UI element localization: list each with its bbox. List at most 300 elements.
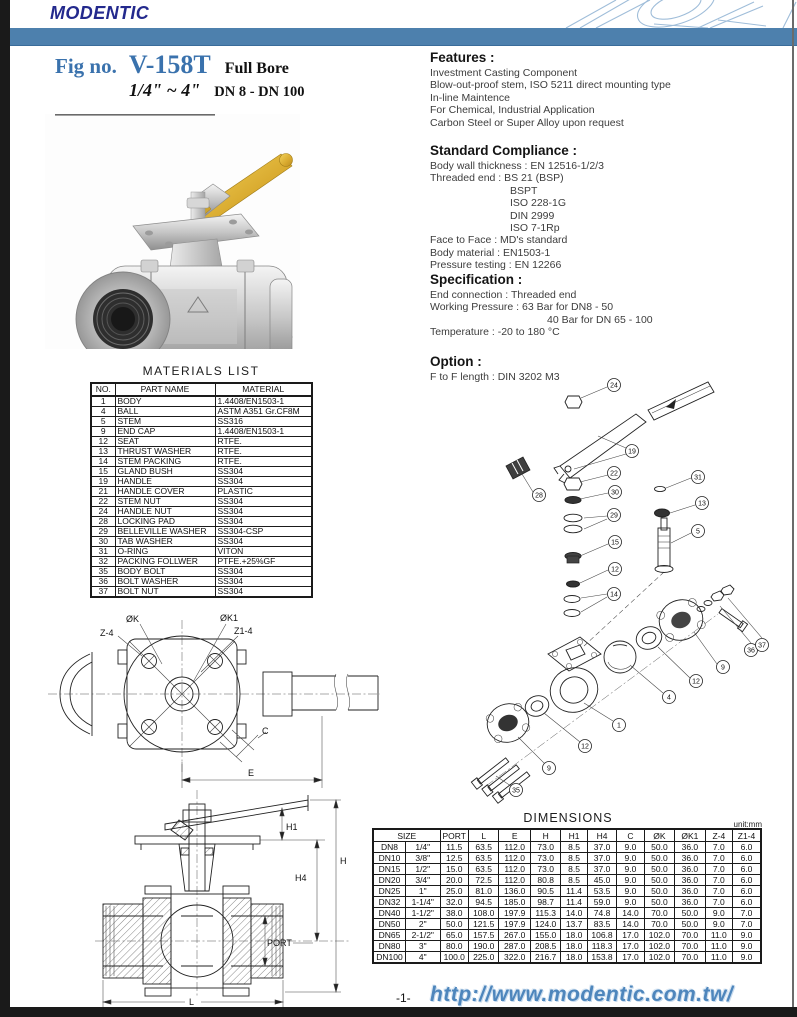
- table-cell: 7.0: [733, 908, 761, 919]
- table-cell: 37.0: [587, 853, 616, 864]
- table-cell: 83.5: [587, 919, 616, 930]
- part-number: 22: [610, 470, 618, 478]
- bore-type: Full Bore: [224, 60, 289, 77]
- table-row: [91, 396, 312, 407]
- column-header: H: [530, 829, 560, 842]
- text-line: DIN 2999: [510, 209, 555, 222]
- table-cell: 6.0: [733, 853, 761, 864]
- table-cell: 21: [91, 487, 115, 497]
- table-cell: 4: [91, 407, 115, 417]
- table-cell: 11.0: [705, 930, 732, 941]
- table-cell: 6.0: [733, 886, 761, 897]
- part-number: 12: [581, 743, 589, 751]
- table-cell: DN80: [373, 941, 406, 952]
- table-cell: SS304: [215, 537, 312, 547]
- table-cell: 8.5: [561, 842, 587, 853]
- section-drawing: [95, 786, 385, 1014]
- dimensions-block: [372, 811, 764, 964]
- column-header: H1: [561, 829, 587, 842]
- table-row: [91, 527, 312, 537]
- table-cell: DN20: [373, 875, 406, 886]
- materials-list: [90, 364, 312, 598]
- column-header: PORT: [440, 829, 468, 842]
- table-cell: 6.0: [733, 864, 761, 875]
- table-cell: 19: [91, 477, 115, 487]
- part-number: 36: [747, 647, 755, 655]
- table-cell: 155.0: [530, 930, 560, 941]
- table-cell: 14.0: [561, 908, 587, 919]
- table-cell: 70.0: [644, 908, 674, 919]
- table-cell: 50.0: [644, 886, 674, 897]
- table-cell: 81.0: [468, 886, 498, 897]
- table-cell: STEM PACKING: [115, 457, 215, 467]
- table-cell: DN50: [373, 919, 406, 930]
- table-cell: 6.0: [733, 842, 761, 853]
- text-line: End connection : Threaded end: [430, 289, 577, 301]
- dim-label-ok: ØK: [126, 614, 140, 624]
- table-cell: BODY: [115, 396, 215, 407]
- table-row: [373, 864, 761, 875]
- table-cell: 11.4: [561, 897, 587, 908]
- table-cell: 74.8: [587, 908, 616, 919]
- table-row: [91, 497, 312, 507]
- table-row: [373, 952, 761, 964]
- table-cell: BALL: [115, 407, 215, 417]
- table-cell: 70.0: [675, 952, 705, 964]
- table-cell: 37: [91, 587, 115, 598]
- table-cell: 4": [406, 952, 441, 964]
- text-line: Temperature : -20 to 180 °C: [430, 326, 560, 339]
- table-cell: STEM: [115, 417, 215, 427]
- website-link[interactable]: http://www.modentic.com.tw/: [430, 983, 734, 1006]
- table-cell: DN10: [373, 853, 406, 864]
- materials-list-title: MATERIALS LIST: [142, 364, 260, 378]
- table-cell: DN40: [373, 908, 406, 919]
- table-cell: 124.0: [530, 919, 560, 930]
- table-cell: 11.5: [440, 842, 468, 853]
- exploded-view-drawing: [468, 366, 795, 808]
- table-cell: 14.0: [617, 919, 644, 930]
- table-row: [91, 467, 312, 477]
- table-cell: 14.0: [617, 908, 644, 919]
- table-header-row: [91, 383, 312, 396]
- table-cell: RTFE.: [215, 447, 312, 457]
- table-cell: 73.0: [530, 842, 560, 853]
- section-body: [430, 289, 786, 339]
- table-cell: 50.0: [644, 864, 674, 875]
- table-cell: 63.5: [468, 853, 498, 864]
- table-cell: 70.0: [644, 919, 674, 930]
- dimensions-title: DIMENSIONS: [523, 811, 613, 825]
- part-number: 13: [698, 500, 706, 508]
- table-cell: 9.0: [733, 941, 761, 952]
- column-header: SIZE: [373, 829, 440, 842]
- table-cell: 1/4": [406, 842, 441, 853]
- column-header: ØK1: [675, 829, 705, 842]
- table-cell: 112.0: [499, 842, 530, 853]
- table-cell: 7.0: [705, 842, 732, 853]
- table-cell: VITON: [215, 547, 312, 557]
- table-cell: 7.0: [705, 864, 732, 875]
- section-title: Standard Compliance :: [430, 143, 578, 158]
- table-row: [91, 547, 312, 557]
- table-row: [91, 567, 312, 577]
- table-cell: 9.0: [705, 919, 732, 930]
- table-row: [91, 487, 312, 497]
- column-header: ØK: [644, 829, 674, 842]
- table-cell: 2": [406, 919, 441, 930]
- table-cell: 102.0: [644, 941, 674, 952]
- section-standard-compliance: [430, 143, 786, 272]
- text-line: Body material : EN1503-1: [430, 246, 551, 259]
- table-cell: 50.0: [675, 919, 705, 930]
- table-cell: DN8: [373, 842, 406, 853]
- figure-heading: [55, 50, 405, 101]
- table-cell: 1": [406, 886, 441, 897]
- table-cell: 9.0: [617, 886, 644, 897]
- section-title: Specification :: [430, 272, 523, 287]
- dim-label-h4: H4: [295, 873, 307, 883]
- table-row: [373, 853, 761, 864]
- table-cell: 50.0: [440, 919, 468, 930]
- table-cell: 73.0: [530, 864, 560, 875]
- table-cell: 65.0: [440, 930, 468, 941]
- table-cell: DN32: [373, 897, 406, 908]
- dn-range: DN 8 - DN 100: [214, 84, 305, 100]
- text-line: Pressure testing : EN 12266: [430, 259, 562, 272]
- table-cell: 63.5: [468, 864, 498, 875]
- column-header: MATERIAL: [215, 383, 312, 396]
- table-row: [91, 537, 312, 547]
- table-cell: 17.0: [617, 952, 644, 964]
- column-header: NO.: [91, 383, 115, 396]
- table-cell: 36.0: [675, 864, 705, 875]
- table-cell: RTFE.: [215, 437, 312, 447]
- table-cell: 12: [91, 437, 115, 447]
- table-cell: 112.0: [499, 853, 530, 864]
- table-row: [373, 941, 761, 952]
- table-row: [91, 477, 312, 487]
- table-cell: 106.8: [587, 930, 616, 941]
- text-line: 40 Bar for DN 65 - 100: [547, 313, 653, 326]
- table-cell: GLAND BUSH: [115, 467, 215, 477]
- table-cell: 7.0: [705, 897, 732, 908]
- table-cell: 36.0: [675, 886, 705, 897]
- table-cell: 80.0: [440, 941, 468, 952]
- table-cell: 6.0: [733, 897, 761, 908]
- table-cell: 136.0: [499, 886, 530, 897]
- table-cell: 45.0: [587, 875, 616, 886]
- table-cell: 31: [91, 547, 115, 557]
- column-header: Z-4: [705, 829, 732, 842]
- table-cell: BODY BOLT: [115, 567, 215, 577]
- table-cell: 50.0: [644, 842, 674, 853]
- table-cell: 24: [91, 507, 115, 517]
- table-cell: DN100: [373, 952, 406, 964]
- table-cell: 36: [91, 577, 115, 587]
- table-cell: 7.0: [705, 886, 732, 897]
- dim-label-z4: Z-4: [100, 628, 114, 638]
- part-number: 9: [547, 765, 551, 773]
- size-range: 1/4" ~ 4": [129, 80, 201, 100]
- part-number: 35: [512, 787, 520, 795]
- part-number: 30: [611, 489, 619, 497]
- table-cell: STEM NUT: [115, 497, 215, 507]
- dim-label-h1: H1: [286, 822, 298, 832]
- table-cell: 22: [91, 497, 115, 507]
- part-number: 15: [611, 539, 619, 547]
- table-cell: 153.8: [587, 952, 616, 964]
- table-cell: ASTM A351 Gr.CF8M: [215, 407, 312, 417]
- table-cell: 9.0: [705, 908, 732, 919]
- table-cell: 6.0: [733, 875, 761, 886]
- section-body: [430, 67, 786, 129]
- table-cell: 7.0: [705, 853, 732, 864]
- table-row: [91, 407, 312, 417]
- section-specification: [430, 272, 786, 339]
- table-cell: 121.5: [468, 919, 498, 930]
- dim-label-e: E: [248, 768, 255, 778]
- table-cell: 1.4408/EN1503-1: [215, 396, 312, 407]
- part-number: 4: [667, 694, 671, 702]
- table-cell: 197.9: [499, 908, 530, 919]
- table-cell: TAB WASHER: [115, 537, 215, 547]
- table-cell: 50.0: [644, 875, 674, 886]
- table-cell: 72.5: [468, 875, 498, 886]
- table-cell: 190.0: [468, 941, 498, 952]
- table-cell: 11.4: [561, 886, 587, 897]
- table-cell: HANDLE NUT: [115, 507, 215, 517]
- dim-label-c: C: [262, 726, 269, 736]
- table-cell: 94.5: [468, 897, 498, 908]
- part-number: 37: [758, 642, 766, 650]
- table-cell: 98.7: [530, 897, 560, 908]
- text-line: Blow-out-proof stem, ISO 5211 direct mounting type: [430, 79, 671, 92]
- table-cell: SS304: [215, 517, 312, 527]
- table-cell: 225.0: [468, 952, 498, 964]
- table-cell: PTFE.+25%GF: [215, 557, 312, 567]
- text-line: Investment Casting Component: [430, 67, 578, 79]
- table-row: [91, 447, 312, 457]
- table-cell: 3/4": [406, 875, 441, 886]
- table-cell: 1-1/4": [406, 897, 441, 908]
- table-cell: 8.5: [561, 853, 587, 864]
- table-cell: SS304: [215, 577, 312, 587]
- table-cell: 1-1/2": [406, 908, 441, 919]
- table-cell: 9.0: [617, 842, 644, 853]
- table-cell: 90.5: [530, 886, 560, 897]
- part-number: 24: [610, 382, 618, 390]
- table-cell: 1/2": [406, 864, 441, 875]
- text-line: ISO 7-1Rp: [510, 222, 560, 235]
- table-cell: LOCKING PAD: [115, 517, 215, 527]
- table-row: [373, 875, 761, 886]
- table-cell: PACKING FOLLWER: [115, 557, 215, 567]
- table-cell: 108.0: [468, 908, 498, 919]
- part-number: 28: [535, 492, 543, 500]
- part-number: 19: [628, 448, 636, 456]
- text-line: Threaded end : BS 21 (BSP): [430, 172, 564, 185]
- text-line: Carbon Steel or Super Alloy upon request: [430, 116, 624, 129]
- table-cell: 28: [91, 517, 115, 527]
- table-cell: 37.0: [587, 864, 616, 875]
- table-cell: SEAT: [115, 437, 215, 447]
- table-cell: 11.0: [705, 952, 732, 964]
- table-cell: 50.0: [644, 853, 674, 864]
- page-bottom-edge: [0, 1007, 797, 1017]
- part-number: 29: [610, 512, 618, 520]
- table-cell: 38.0: [440, 908, 468, 919]
- table-cell: 70.0: [675, 930, 705, 941]
- table-cell: SS304: [215, 507, 312, 517]
- table-cell: 29: [91, 527, 115, 537]
- table-cell: 9.0: [733, 930, 761, 941]
- table-row: [373, 897, 761, 908]
- table-cell: 2-1/2": [406, 930, 441, 941]
- table-row: [91, 557, 312, 567]
- table-cell: 11.0: [705, 941, 732, 952]
- table-cell: 25.0: [440, 886, 468, 897]
- table-cell: 208.5: [530, 941, 560, 952]
- dimensions-table: [372, 828, 762, 964]
- column-header: L: [468, 829, 498, 842]
- table-cell: HANDLE COVER: [115, 487, 215, 497]
- table-row: [91, 517, 312, 527]
- table-cell: DN25: [373, 886, 406, 897]
- text-line: For Chemical, Industrial Application: [430, 104, 595, 117]
- table-cell: 9.0: [617, 853, 644, 864]
- table-cell: RTFE.: [215, 457, 312, 467]
- table-cell: DN65: [373, 930, 406, 941]
- table-cell: 18.0: [561, 941, 587, 952]
- table-cell: SS304-CSP: [215, 527, 312, 537]
- table-cell: 80.8: [530, 875, 560, 886]
- table-cell: 112.0: [499, 864, 530, 875]
- table-cell: BOLT WASHER: [115, 577, 215, 587]
- table-cell: 185.0: [499, 897, 530, 908]
- dim-label-port: PORT: [267, 938, 292, 948]
- part-number: 1: [617, 722, 621, 730]
- dim-label-z14: Z1-4: [234, 626, 253, 636]
- table-cell: 3": [406, 941, 441, 952]
- table-cell: 37.0: [587, 842, 616, 853]
- table-row: [373, 930, 761, 941]
- column-header: E: [499, 829, 530, 842]
- table-cell: 9.0: [617, 864, 644, 875]
- table-cell: 15.0: [440, 864, 468, 875]
- table-cell: 7.0: [733, 919, 761, 930]
- table-row: [91, 457, 312, 467]
- text-line: Working Pressure : 63 Bar for DN8 - 50: [430, 301, 614, 314]
- dim-label-h: H: [340, 856, 347, 866]
- table-row: [373, 842, 761, 853]
- table-cell: BOLT NUT: [115, 587, 215, 598]
- table-cell: 18.0: [561, 930, 587, 941]
- table-cell: END CAP: [115, 427, 215, 437]
- part-number: 12: [692, 678, 700, 686]
- fig-number: V-158T: [128, 50, 211, 79]
- table-row: [373, 908, 761, 919]
- table-cell: 32.0: [440, 897, 468, 908]
- table-cell: 30: [91, 537, 115, 547]
- table-row: [373, 886, 761, 897]
- table-cell: 115.3: [530, 908, 560, 919]
- table-cell: 216.7: [530, 952, 560, 964]
- table-cell: 70.0: [675, 941, 705, 952]
- column-header: Z1-4: [733, 829, 761, 842]
- table-row: [373, 919, 761, 930]
- text-line: F to F length : DIN 3202 M3: [430, 371, 560, 383]
- table-cell: 118.3: [587, 941, 616, 952]
- table-cell: 267.0: [499, 930, 530, 941]
- table-cell: 50.0: [644, 897, 674, 908]
- table-cell: 50.0: [675, 908, 705, 919]
- table-cell: BELLEVILLE WASHER: [115, 527, 215, 537]
- table-cell: 73.0: [530, 853, 560, 864]
- section-features: [430, 50, 786, 129]
- section-body: [430, 160, 786, 272]
- part-number: 12: [611, 566, 619, 574]
- text-line: Body wall thickness : EN 12516-1/2/3: [430, 160, 604, 172]
- materials-table: [90, 382, 313, 598]
- table-cell: 17.0: [617, 930, 644, 941]
- table-cell: SS304: [215, 497, 312, 507]
- table-cell: 102.0: [644, 930, 674, 941]
- text-line: In-line Maintence: [430, 91, 510, 104]
- table-cell: 157.5: [468, 930, 498, 941]
- dim-label-l: L: [189, 997, 195, 1007]
- table-cell: 12.5: [440, 853, 468, 864]
- dim-label-ok1: ØK1: [220, 613, 239, 623]
- table-cell: 7.0: [705, 875, 732, 886]
- table-cell: 32: [91, 557, 115, 567]
- table-cell: 9.0: [617, 875, 644, 886]
- table-cell: 9.0: [733, 952, 761, 964]
- brand-logo: MODENTIC: [50, 3, 150, 23]
- fig-label: Fig no.: [55, 54, 117, 78]
- header-blue-band: [10, 28, 797, 46]
- table-cell: 36.0: [675, 897, 705, 908]
- table-cell: 15: [91, 467, 115, 477]
- section-title: Features :: [430, 50, 495, 65]
- part-number: 31: [694, 474, 702, 482]
- table-row: [91, 577, 312, 587]
- table-cell: 197.9: [499, 919, 530, 930]
- table-cell: O-RING: [115, 547, 215, 557]
- product-photo: [45, 114, 300, 349]
- column-header: PART NAME: [115, 383, 215, 396]
- part-number: 5: [696, 528, 700, 536]
- table-cell: 5: [91, 417, 115, 427]
- table-cell: 18.0: [561, 952, 587, 964]
- table-cell: 36.0: [675, 842, 705, 853]
- table-cell: PLASTIC: [215, 487, 312, 497]
- header-line-art: [558, 0, 797, 28]
- table-cell: 112.0: [499, 875, 530, 886]
- table-cell: 100.0: [440, 952, 468, 964]
- text-line: ISO 228-1G: [510, 197, 567, 210]
- table-cell: THRUST WASHER: [115, 447, 215, 457]
- column-header: H4: [587, 829, 616, 842]
- table-cell: DN15: [373, 864, 406, 875]
- table-row: [91, 417, 312, 427]
- table-cell: 59.0: [587, 897, 616, 908]
- top-view-drawing: [30, 610, 390, 802]
- text-line: Face to Face : MD's standard: [430, 234, 568, 247]
- table-cell: 20.0: [440, 875, 468, 886]
- dimensions-unit: unit:mm: [733, 820, 762, 829]
- table-cell: 3/8": [406, 853, 441, 864]
